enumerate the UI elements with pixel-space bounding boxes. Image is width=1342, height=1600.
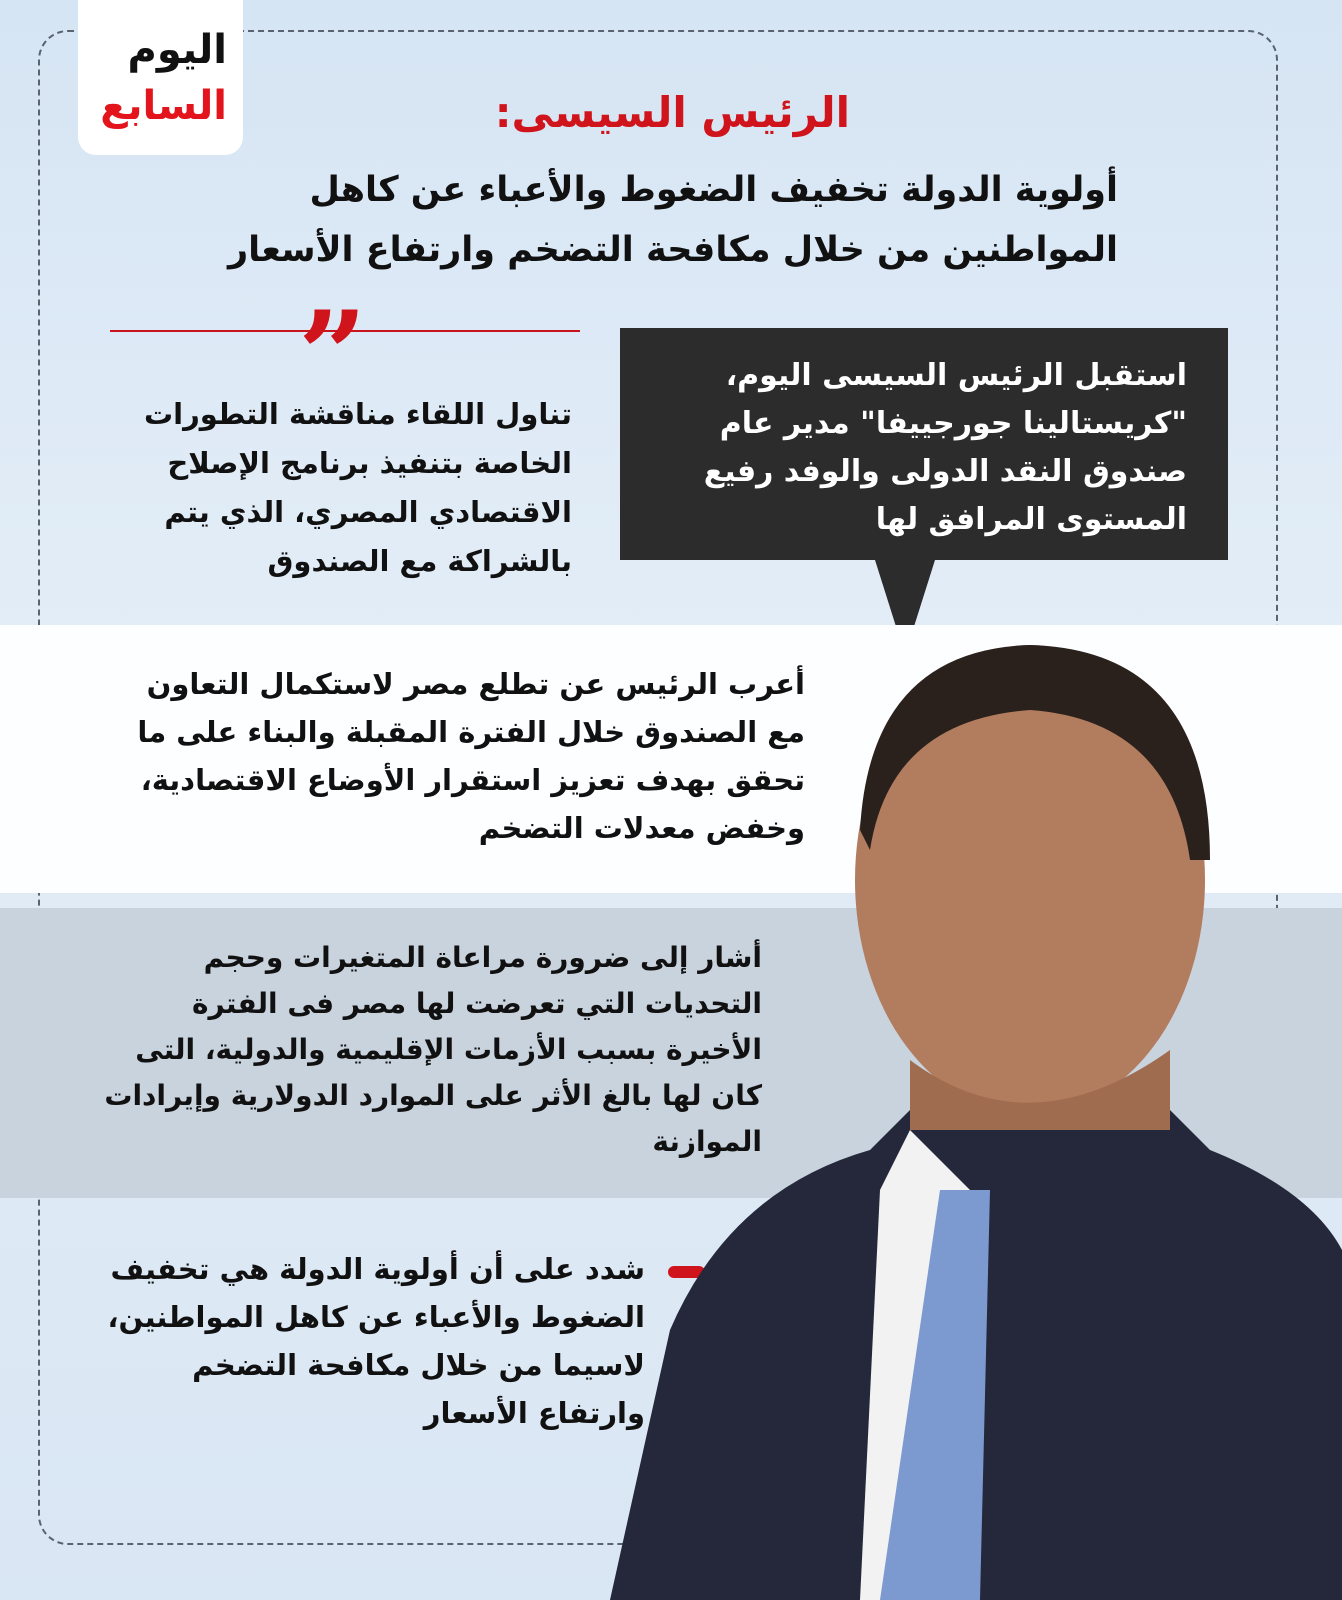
president-portrait [610, 630, 1342, 1600]
text-block-priority: شدد على أن أولوية الدولة هي تخفيف الضغوط والأعباء عن كاهل المواطنين، لاسيما من خلال مكافحة التضخم وارتفاع الأسعار [107, 1252, 645, 1430]
logo-line1: اليوم [127, 27, 227, 73]
text-block-cooperation: أعرب الرئيس عن تطلع مصر لاستكمال التعاون مع الصندوق خلال الفترة المقبلة والبناء على ما تحقق بهدف تعزيز استقرار الأوضاع الاقتصادية، وخفض معدلات التضخم [137, 667, 805, 845]
headline-subtitle: أولوية الدولة تخفيف الضغوط والأعباء عن كاهل المواطنين من خلال مكافحة التضخم وارتفاع الأسعار [228, 170, 1118, 270]
quote-mark-icon: ” [298, 285, 368, 426]
text-block-meeting: تناول اللقاء مناقشة التطورات الخاصة بتنفيذ برنامج الإصلاح الاقتصادي المصري، الذي يتم بالشراكة مع الصندوق [144, 397, 572, 578]
headline-title: الرئيس السيسى: [494, 88, 850, 137]
logo-line2: السابع [100, 83, 227, 129]
text-block-challenges: أشار إلى ضرورة مراعاة المتغيرات وحجم التحديات التي تعرضت لها مصر فى الفترة الأخيرة بسبب الأزمات الإقليمية والدولية، التى كان لها بالغ الأثر على الموارد الدولارية وإيرادات الموازنة [104, 941, 762, 1158]
logo [78, 0, 243, 155]
text-block-reception: استقبل الرئيس السيسى اليوم، "كريستالينا جورجييفا" مدير عام صندوق النقد الدولى والوفد رفيع المستوى المرافق لها [703, 358, 1187, 537]
